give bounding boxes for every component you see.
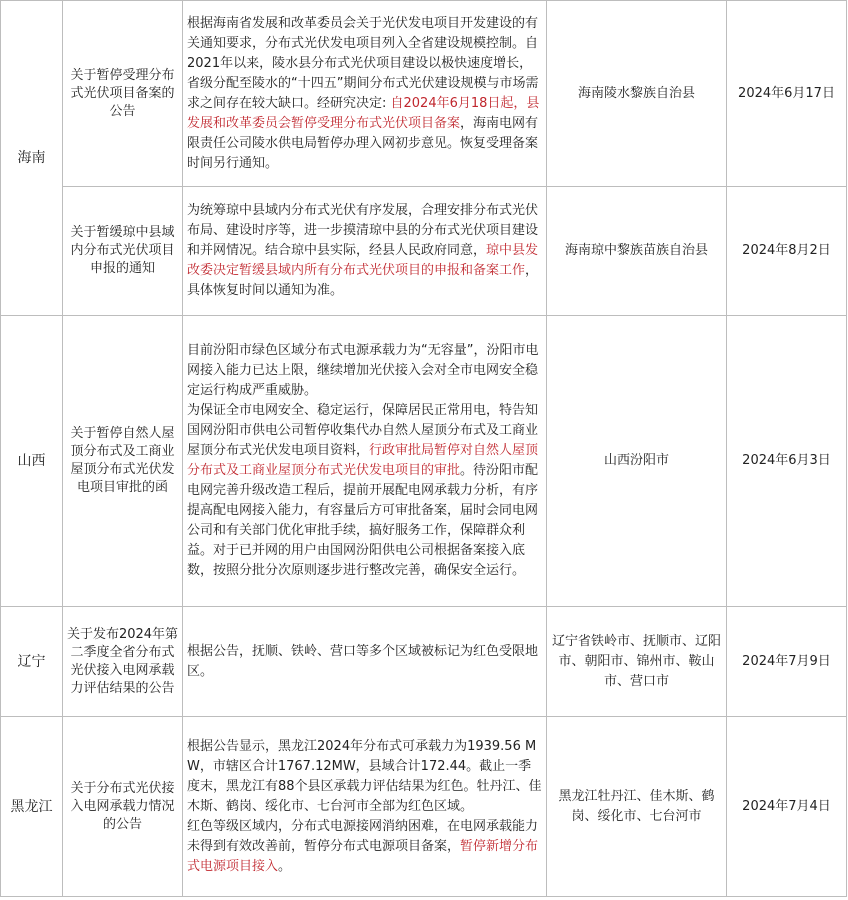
content-cell bbox=[183, 187, 547, 316]
date-cell: 2024年7月9日 bbox=[727, 607, 847, 717]
table-row bbox=[1, 1, 847, 187]
province-cell: 黑龙江 bbox=[1, 717, 63, 897]
province-cell: 山西 bbox=[1, 316, 63, 607]
title-cell: 关于分布式光伏接入电网承载力情况的公告 bbox=[63, 717, 183, 897]
content-text: 为保证全市电网安全、稳定运行，保障居民正常用电，特告知国网汾阳市供电公司暂停收集代办自然人屋顶分布式及工商业屋顶分布式光伏发电项目资料， bbox=[187, 403, 539, 458]
content-cell bbox=[183, 316, 547, 607]
region-cell: 山西汾阳市 bbox=[547, 316, 727, 607]
date-cell: 2024年7月4日 bbox=[727, 717, 847, 897]
content-cell bbox=[183, 607, 547, 717]
content-paragraph: 目前汾阳市绿色区域分布式电源承载力为“无容量”，汾阳市电网接入能力已达上限，继续增加光伏接入会对全市电网安全稳定运行构成严重威胁。 bbox=[187, 343, 539, 398]
region-cell: 海南琼中黎族苗族自治县 bbox=[547, 187, 727, 316]
table-row bbox=[1, 187, 847, 316]
table-row bbox=[1, 316, 847, 607]
content-paragraph: 根据公告，抚顺、铁岭、营口等多个区域被标记为红色受限地区。 bbox=[187, 643, 539, 679]
province-cell: 辽宁 bbox=[1, 607, 63, 717]
content-text: ，具体恢复时间以通知为准。 bbox=[187, 263, 539, 298]
content-text: 。待汾阳市配电网完善升级改造工程后，提前开展配电网承载力分析，有序提高配电网接入能力，有容量后方可审批备案，届时会同电网公司和有关部门优化审批手续，搞好服务工作，保障群众利益。对于已并网的用户由国网汾阳供电公司根据备案接入底数，按照分批分次原则逐步进行整改完善，确保安全运行。 bbox=[187, 463, 539, 578]
content-text: 。 bbox=[278, 858, 292, 874]
region-cell: 黑龙江牡丹江、佳木斯、鹤岗、绥化市、七台河市 bbox=[547, 717, 727, 897]
content-paragraph: 根据公告显示，黑龙江2024年分布式可承载力为1939.56 MW，市辖区合计1767.12MW，县域合计172.44。截止一季度末，黑龙江有88个县区承载力评估结果为红色。牡丹江、佳木斯、鹤岗、绥化市、七台河市全部为红色区域。 bbox=[187, 738, 542, 814]
content-cell bbox=[183, 717, 547, 897]
content-cell bbox=[183, 1, 547, 187]
title-cell: 关于暂缓琼中县域内分布式光伏项目申报的通知 bbox=[63, 187, 183, 316]
table-row bbox=[1, 607, 847, 717]
content-paragraph bbox=[187, 817, 542, 877]
date-cell: 2024年6月3日 bbox=[727, 316, 847, 607]
content-paragraph bbox=[187, 201, 542, 301]
date-cell: 2024年6月17日 bbox=[727, 1, 847, 187]
region-cell: 辽宁省铁岭市、抚顺市、辽阳市、朝阳市、锦州市、鞍山市、营口市 bbox=[547, 607, 727, 717]
content-text: 红色等级区域内，分布式电源接网消纳困难，在电网承载能力未得到有效改善前，暂停分布式电源项目备案， bbox=[187, 818, 539, 854]
content-paragraph bbox=[187, 14, 542, 174]
title-cell: 关于发布2024年第二季度全省分布式光伏接入电网承载力评估结果的公告 bbox=[63, 607, 183, 717]
region-cell: 海南陵水黎族自治县 bbox=[547, 1, 727, 187]
highlight-text: 暂停新增分布式电源项目接入 bbox=[187, 838, 539, 874]
highlight-text: 自2024年6月18日起，县发展和改革委员会暂停受理分布式光伏项目备案 bbox=[187, 95, 540, 131]
content-paragraph bbox=[187, 401, 542, 581]
province-cell: 海南 bbox=[1, 1, 63, 316]
highlight-text: 琼中县发改委决定暂缓县域内所有分布式光伏项目的申报和备案工作 bbox=[187, 243, 539, 278]
content-text: 为统筹琼中县域内分布式光伏有序发展，合理安排分布式光伏布局、建设时序等，进一步摸清琼中县的分布式光伏项目建设和并网情况。结合琼中县实际，经县人民政府同意， bbox=[187, 203, 539, 258]
content-text: ，海南电网有限责任公司陵水供电局暂停办理入网初步意见。恢复受理备案时间另行通知。 bbox=[187, 115, 539, 171]
title-cell: 关于暂停自然人屋顶分布式及工商业屋顶分布式光伏发电项目审批的函 bbox=[63, 316, 183, 607]
highlight-text: 行政审批局暂停对自然人屋顶分布式及工商业屋顶分布式光伏发电项目的审批 bbox=[187, 443, 539, 478]
content-text: 根据海南省发展和改革委员会关于光伏发电项目开发建设的有关通知要求，分布式光伏发电项目列入全省建设规模控制。自2021年以来，陵水县分布式光伏项目建设以极快速度增长，省级分配至陵水的“十四五”期间分布式光伏建设规模与市场需求之间存在较大缺口。经研究决定: bbox=[187, 15, 539, 111]
title-cell: 关于暂停受理分布式光伏项目备案的公告 bbox=[63, 1, 183, 187]
date-cell: 2024年8月2日 bbox=[727, 187, 847, 316]
table-row bbox=[1, 717, 847, 897]
